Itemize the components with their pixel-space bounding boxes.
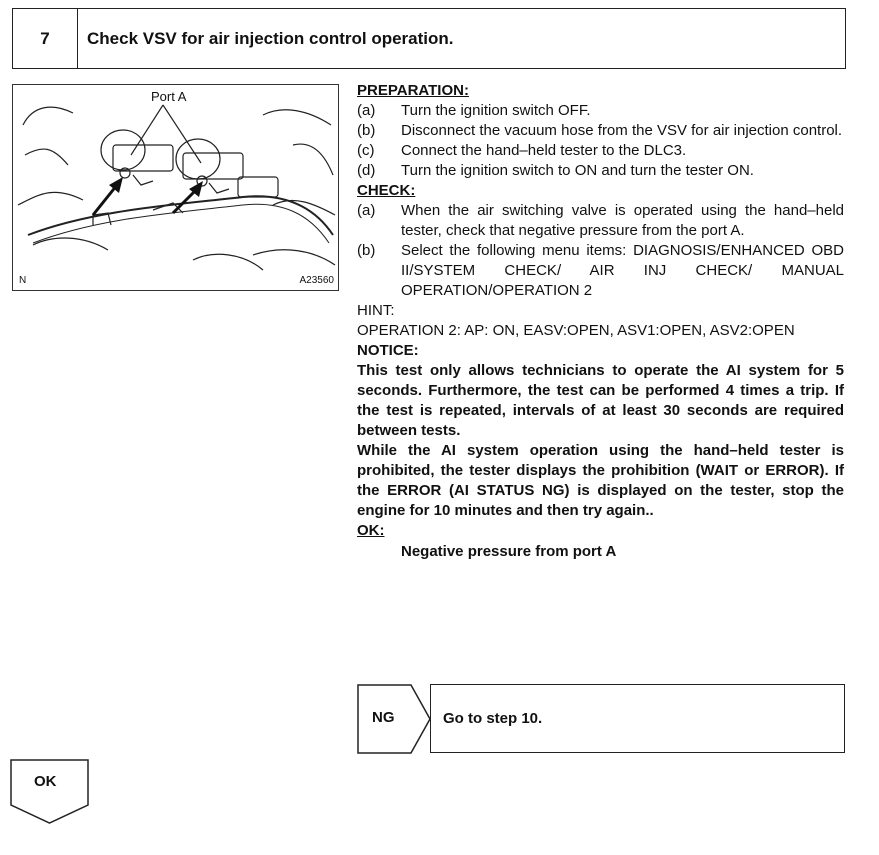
item-label: (b) — [357, 242, 376, 259]
list-item — [357, 141, 844, 161]
procedure-content — [357, 81, 844, 562]
ok-spec-text: Negative pressure from port A — [401, 543, 617, 560]
ok-tag-shape — [10, 759, 90, 825]
item-label: (b) — [357, 122, 376, 139]
engine-illustration — [12, 84, 339, 291]
figure-code-right: A23560 — [299, 275, 334, 286]
hint-heading: HINT: — [357, 302, 395, 319]
item-label: (c) — [357, 142, 375, 159]
item-text: Disconnect the vacuum hose from the VSV for air injection control. — [401, 122, 843, 139]
item-text: Turn the ignition switch OFF. — [401, 102, 591, 119]
notice-paragraph-1: This test only allows technicians to operate the AI system for 5 seconds. Furthermore, the test can be performed 4 times a trip. If the test is repeated, intervals of at least 30 seconds are required between tests. — [357, 362, 844, 439]
item-text: When the air switching valve is operated using the hand–held tester, check that negative pressure from the port A. — [401, 202, 844, 239]
engine-drawing — [13, 85, 339, 291]
port-a-label: Port A — [151, 89, 187, 104]
ok-spec-heading: OK: — [357, 522, 385, 539]
notice-heading: NOTICE: — [357, 342, 419, 359]
notice-paragraph-2: While the AI system operation using the hand–held tester is prohibited, the tester displays the prohibition (WAIT or ERROR). If the ERROR (AI STATUS NG) is displayed on the tester, stop the engine for 10 minutes and then try again.. — [357, 442, 844, 519]
figure-code-left: N — [19, 275, 27, 286]
item-text: Connect the hand–held tester to the DLC3. — [401, 142, 687, 159]
check-heading: CHECK: — [357, 182, 416, 199]
list-item — [357, 161, 844, 181]
item-text: Select the following menu items: DIAGNOSIS/ENHANCED OBD II/SYSTEM CHECK/ AIR INJ CHECK/ MANUAL OPERATION/OPERATION 2 — [401, 242, 844, 299]
ng-action-text: Go to step 10. — [443, 710, 543, 727]
item-label: (d) — [357, 162, 376, 179]
item-label: (a) — [357, 202, 376, 219]
list-item — [357, 121, 844, 141]
ok-tag-label: OK — [34, 773, 57, 790]
list-item — [357, 241, 844, 301]
step-number: 7 — [13, 9, 78, 68]
item-label: (a) — [357, 102, 376, 119]
ng-tag-label: NG — [372, 709, 395, 726]
hint-text: OPERATION 2: AP: ON, EASV:OPEN, ASV1:OPEN, ASV2:OPEN — [357, 322, 795, 339]
list-item — [357, 201, 844, 241]
step-title: Check VSV for air injection control operation. — [87, 28, 454, 48]
item-text: Turn the ignition switch to ON and turn the tester ON. — [401, 162, 754, 179]
ng-action-box — [430, 684, 845, 753]
step-header — [12, 8, 846, 69]
list-item — [357, 101, 844, 121]
preparation-heading: PREPARATION: — [357, 82, 469, 99]
ng-branch — [357, 684, 847, 754]
